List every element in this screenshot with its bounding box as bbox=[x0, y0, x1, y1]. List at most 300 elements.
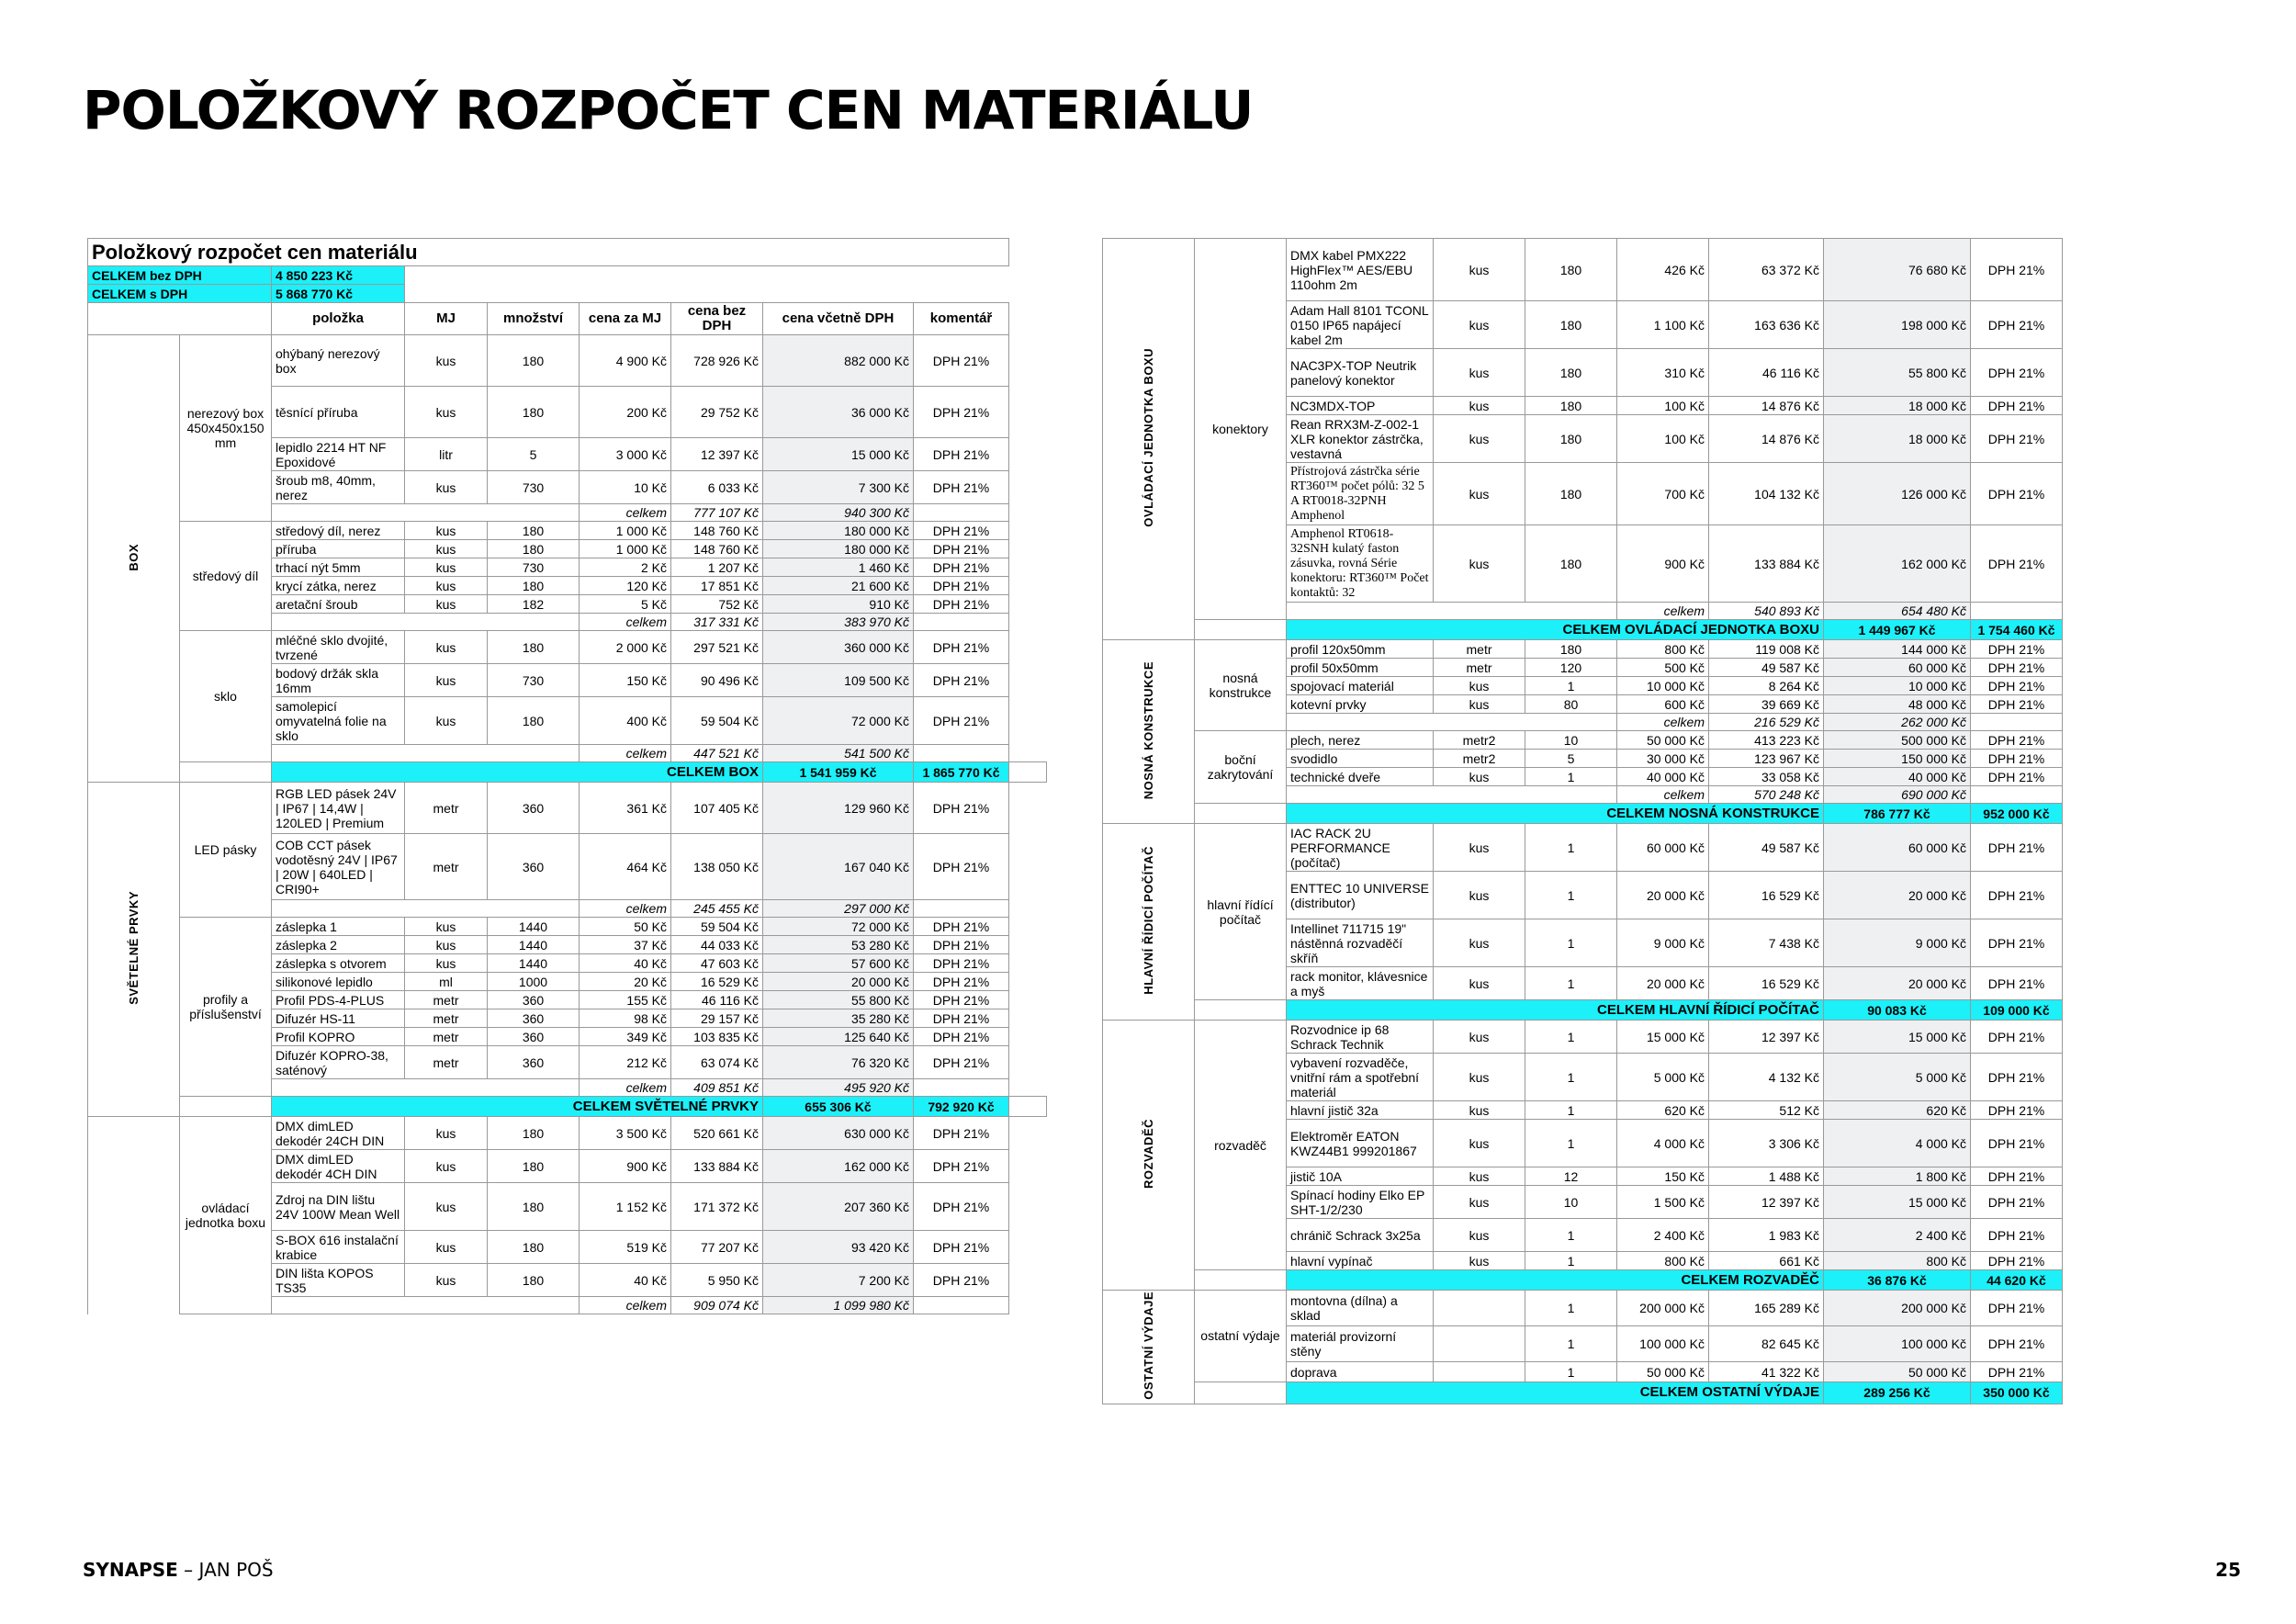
price-inc-vat: 198 000 Kč bbox=[1824, 301, 1971, 349]
price-ex-vat: 39 669 Kč bbox=[1709, 695, 1824, 714]
quantity: 360 bbox=[488, 783, 580, 834]
subtotal-label: celkem bbox=[1617, 786, 1709, 804]
comment: DPH 21% bbox=[914, 918, 1009, 936]
group-label: konektory bbox=[1195, 239, 1287, 620]
price-ex-vat: 16 529 Kč bbox=[1709, 872, 1824, 919]
quantity: 360 bbox=[488, 1028, 580, 1046]
comment: DPH 21% bbox=[914, 335, 1009, 387]
item-name: příruba bbox=[272, 540, 405, 558]
price-ex-vat: 5 950 Kč bbox=[671, 1264, 763, 1297]
unit: kus bbox=[405, 631, 488, 664]
price-inc-vat: 910 Kč bbox=[763, 595, 914, 614]
footer-author: JAN POŠ bbox=[198, 1559, 274, 1581]
unit-price: 100 Kč bbox=[1617, 415, 1709, 463]
quantity: 180 bbox=[488, 1183, 580, 1231]
price-inc-vat: 800 Kč bbox=[1824, 1252, 1971, 1270]
unit-price: 1 500 Kč bbox=[1617, 1186, 1709, 1219]
price-inc-vat: 76 320 Kč bbox=[763, 1046, 914, 1079]
section-label: OSTATNÍ VÝDAJE bbox=[1141, 1291, 1155, 1400]
section-total-label: CELKEM OVLÁDACÍ JEDNOTKA BOXU bbox=[1287, 620, 1824, 640]
price-ex-vat: 7 438 Kč bbox=[1709, 919, 1824, 967]
price-inc-vat: 40 000 Kč bbox=[1824, 768, 1971, 786]
subtotal-comment bbox=[914, 745, 1009, 762]
item-name: Profil PDS-4-PLUS bbox=[272, 991, 405, 1009]
item-name: ENTTEC 10 UNIVERSE (distributor) bbox=[1287, 872, 1434, 919]
table-row bbox=[88, 783, 1047, 834]
unit-price: 50 000 Kč bbox=[1617, 1362, 1709, 1382]
quantity: 360 bbox=[488, 1046, 580, 1079]
price-inc-vat: 20 000 Kč bbox=[1824, 872, 1971, 919]
quantity: 730 bbox=[488, 664, 580, 697]
unit: kus bbox=[405, 954, 488, 973]
subtotal-ex-vat: 570 248 Kč bbox=[1709, 786, 1824, 804]
table-row bbox=[1103, 1021, 2063, 1054]
item-name: ohýbaný nerezový box bbox=[272, 335, 405, 387]
price-inc-vat: 15 000 Kč bbox=[763, 438, 914, 471]
section-total-ex-vat: 1 541 959 Kč bbox=[763, 762, 914, 783]
price-inc-vat: 126 000 Kč bbox=[1824, 463, 1971, 525]
item-name: doprava bbox=[1287, 1362, 1434, 1382]
comment: DPH 21% bbox=[1971, 677, 2063, 695]
price-inc-vat: 36 000 Kč bbox=[763, 387, 914, 438]
price-ex-vat: 148 760 Kč bbox=[671, 522, 763, 540]
subtotal-spacer bbox=[1287, 714, 1617, 731]
subtotal-label: celkem bbox=[580, 504, 671, 522]
price-inc-vat: 129 960 Kč bbox=[763, 783, 914, 834]
price-inc-vat: 882 000 Kč bbox=[763, 335, 914, 387]
quantity: 1 bbox=[1525, 967, 1617, 1000]
price-inc-vat: 620 Kč bbox=[1824, 1101, 1971, 1120]
unit: kus bbox=[405, 577, 488, 595]
price-ex-vat: 14 876 Kč bbox=[1709, 415, 1824, 463]
item-name: DMX kabel PMX222 HighFlex™ AES/EBU 110ohm 2m bbox=[1287, 239, 1434, 301]
subtotal-comment bbox=[1971, 714, 2063, 731]
price-inc-vat: 55 800 Kč bbox=[1824, 349, 1971, 397]
unit-price: 10 Kč bbox=[580, 471, 671, 504]
group-label: ostatní výdaje bbox=[1195, 1291, 1287, 1382]
price-ex-vat: 512 Kč bbox=[1709, 1101, 1824, 1120]
total-indent bbox=[180, 1097, 272, 1117]
group-label: boční zakrytování bbox=[1195, 731, 1287, 804]
item-name: těsnící příruba bbox=[272, 387, 405, 438]
quantity: 120 bbox=[1525, 659, 1617, 677]
quantity: 730 bbox=[488, 558, 580, 577]
comment: DPH 21% bbox=[1971, 1362, 2063, 1382]
price-inc-vat: 180 000 Kč bbox=[763, 540, 914, 558]
comment: DPH 21% bbox=[1971, 659, 2063, 677]
unit: kus bbox=[405, 558, 488, 577]
price-ex-vat: 63 372 Kč bbox=[1709, 239, 1824, 301]
subtotal-ex-vat: 447 521 Kč bbox=[671, 745, 763, 762]
unit: kus bbox=[405, 1150, 488, 1183]
subtotal-comment bbox=[914, 504, 1009, 522]
unit-price: 30 000 Kč bbox=[1617, 750, 1709, 768]
item-name: plech, nerez bbox=[1287, 731, 1434, 750]
section-total-inc-vat: 952 000 Kč bbox=[1971, 804, 2063, 824]
item-name: Zdroj na DIN lištu 24V 100W Mean Well bbox=[272, 1183, 405, 1231]
unit: kus bbox=[1434, 1021, 1525, 1054]
subtotal-comment bbox=[1971, 786, 2063, 804]
comment: DPH 21% bbox=[914, 1046, 1009, 1079]
unit-price: 800 Kč bbox=[1617, 1252, 1709, 1270]
unit-price: 700 Kč bbox=[1617, 463, 1709, 525]
table-row bbox=[88, 303, 1047, 335]
item-name: DIN lišta KOPOS TS35 bbox=[272, 1264, 405, 1297]
item-name: materiál provizorní stěny bbox=[1287, 1326, 1434, 1362]
comment: DPH 21% bbox=[914, 471, 1009, 504]
item-name: IAC RACK 2U PERFORMANCE (počítač) bbox=[1287, 824, 1434, 872]
price-ex-vat: 133 884 Kč bbox=[1709, 525, 1824, 603]
price-inc-vat: 15 000 Kč bbox=[1824, 1021, 1971, 1054]
comment: DPH 21% bbox=[1971, 768, 2063, 786]
unit-price: 400 Kč bbox=[580, 697, 671, 745]
grand-total-ex-vat-label: CELKEM bez DPH bbox=[88, 266, 272, 285]
comment: DPH 21% bbox=[1971, 824, 2063, 872]
section-total-label: CELKEM ROZVADĚČ bbox=[1287, 1270, 1824, 1291]
unit-price: 464 Kč bbox=[580, 834, 671, 900]
section-total-label: CELKEM SVĚTELNÉ PRVKY bbox=[272, 1097, 763, 1117]
comment: DPH 21% bbox=[914, 522, 1009, 540]
column-header-qty: množství bbox=[488, 303, 580, 335]
price-ex-vat: 59 504 Kč bbox=[671, 697, 763, 745]
unit-price: 1 100 Kč bbox=[1617, 301, 1709, 349]
column-header-price_inc: cena včetně DPH bbox=[763, 303, 914, 335]
unit: kus bbox=[405, 918, 488, 936]
section-label: SVĚTELNÉ PRVKY bbox=[126, 891, 141, 1005]
quantity: 180 bbox=[488, 335, 580, 387]
item-name: NAC3PX-TOP Neutrik panelový konektor bbox=[1287, 349, 1434, 397]
column-header-comment: komentář bbox=[914, 303, 1009, 335]
price-ex-vat: 752 Kč bbox=[671, 595, 763, 614]
price-inc-vat: 2 400 Kč bbox=[1824, 1219, 1971, 1252]
price-inc-vat: 7 300 Kč bbox=[763, 471, 914, 504]
quantity: 180 bbox=[1525, 349, 1617, 397]
price-ex-vat: 63 074 Kč bbox=[671, 1046, 763, 1079]
item-name: Intellinet 711715 19" nástěnná rozvaděčí skříň bbox=[1287, 919, 1434, 967]
subtotal-spacer bbox=[272, 1297, 580, 1314]
item-name: Difuzér KOPRO-38, saténový bbox=[272, 1046, 405, 1079]
comment: DPH 21% bbox=[1971, 640, 2063, 659]
section-continued bbox=[88, 1117, 180, 1314]
comment: DPH 21% bbox=[914, 1117, 1009, 1150]
subtotal-ex-vat: 540 893 Kč bbox=[1709, 603, 1824, 620]
group-label: nerezový box 450x450x150 mm bbox=[180, 335, 272, 522]
item-name: záslepka 1 bbox=[272, 918, 405, 936]
section-total-label: CELKEM OSTATNÍ VÝDAJE bbox=[1287, 1382, 1824, 1404]
price-inc-vat: 9 000 Kč bbox=[1824, 919, 1971, 967]
table-row bbox=[1103, 1382, 2063, 1404]
group-label: rozvaděč bbox=[1195, 1021, 1287, 1270]
quantity: 5 bbox=[1525, 750, 1617, 768]
item-name: kotevní prvky bbox=[1287, 695, 1434, 714]
unit-price: 100 000 Kč bbox=[1617, 1326, 1709, 1362]
subtotal-comment bbox=[914, 1079, 1009, 1097]
table-row bbox=[1103, 239, 2063, 301]
table-row bbox=[88, 522, 1047, 540]
subtotal-label: celkem bbox=[580, 1079, 671, 1097]
subtotal-comment bbox=[914, 900, 1009, 918]
price-inc-vat: 360 000 Kč bbox=[763, 631, 914, 664]
comment: DPH 21% bbox=[914, 595, 1009, 614]
quantity: 1 bbox=[1525, 919, 1617, 967]
comment: DPH 21% bbox=[1971, 301, 2063, 349]
section-total-label: CELKEM NOSNÁ KONSTRUKCE bbox=[1287, 804, 1824, 824]
comment: DPH 21% bbox=[914, 558, 1009, 577]
section-other bbox=[1103, 1291, 1195, 1404]
price-inc-vat: 200 000 Kč bbox=[1824, 1291, 1971, 1326]
unit: kus bbox=[1434, 239, 1525, 301]
quantity: 180 bbox=[488, 1264, 580, 1297]
group-label: středový díl bbox=[180, 522, 272, 631]
quantity: 1 bbox=[1525, 1120, 1617, 1167]
unit bbox=[1434, 1326, 1525, 1362]
unit-price: 2 Kč bbox=[580, 558, 671, 577]
quantity: 180 bbox=[1525, 301, 1617, 349]
subtotal-spacer bbox=[272, 1079, 580, 1097]
price-ex-vat: 41 322 Kč bbox=[1709, 1362, 1824, 1382]
item-name: chránič Schrack 3x25a bbox=[1287, 1219, 1434, 1252]
price-ex-vat: 520 661 Kč bbox=[671, 1117, 763, 1150]
subtotal-label: celkem bbox=[1617, 603, 1709, 620]
unit: kus bbox=[1434, 1101, 1525, 1120]
unit-price: 600 Kč bbox=[1617, 695, 1709, 714]
unit-price: 310 Kč bbox=[1617, 349, 1709, 397]
subtotal-inc-vat: 654 480 Kč bbox=[1824, 603, 1971, 620]
item-name: krycí zátka, nerez bbox=[272, 577, 405, 595]
page-title: POLOŽKOVÝ ROZPOČET CEN MATERIÁLU bbox=[83, 79, 1254, 141]
unit-price: 200 Kč bbox=[580, 387, 671, 438]
subtotal-spacer bbox=[272, 745, 580, 762]
quantity: 1 bbox=[1525, 768, 1617, 786]
price-inc-vat: 109 500 Kč bbox=[763, 664, 914, 697]
section-structure bbox=[1103, 640, 1195, 824]
unit: metr2 bbox=[1434, 731, 1525, 750]
section-total-ex-vat: 90 083 Kč bbox=[1824, 1000, 1971, 1021]
comment: DPH 21% bbox=[1971, 1252, 2063, 1270]
comment: DPH 21% bbox=[914, 1231, 1009, 1264]
unit-price: 100 Kč bbox=[1617, 397, 1709, 415]
quantity: 1440 bbox=[488, 954, 580, 973]
total-indent bbox=[1195, 1270, 1287, 1291]
section-total-ex-vat: 655 306 Kč bbox=[763, 1097, 914, 1117]
comment: DPH 21% bbox=[1971, 1219, 2063, 1252]
unit: kus bbox=[1434, 768, 1525, 786]
table-row bbox=[88, 335, 1047, 387]
comment: DPH 21% bbox=[1971, 1021, 2063, 1054]
section-computer bbox=[1103, 824, 1195, 1021]
price-inc-vat: 630 000 Kč bbox=[763, 1117, 914, 1150]
subtotal-comment bbox=[914, 614, 1009, 631]
price-inc-vat: 125 640 Kč bbox=[763, 1028, 914, 1046]
price-ex-vat: 103 835 Kč bbox=[671, 1028, 763, 1046]
price-ex-vat: 47 603 Kč bbox=[671, 954, 763, 973]
unit: kus bbox=[405, 595, 488, 614]
unit: kus bbox=[1434, 1186, 1525, 1219]
group-label: ovládací jednotka boxu bbox=[180, 1117, 272, 1314]
spacer bbox=[405, 285, 1009, 303]
unit-price: 150 Kč bbox=[1617, 1167, 1709, 1186]
quantity: 360 bbox=[488, 1009, 580, 1028]
price-inc-vat: 162 000 Kč bbox=[1824, 525, 1971, 603]
price-ex-vat: 17 851 Kč bbox=[671, 577, 763, 595]
price-inc-vat: 20 000 Kč bbox=[1824, 967, 1971, 1000]
table-row bbox=[88, 918, 1047, 936]
table-row bbox=[88, 1117, 1047, 1150]
quantity: 1440 bbox=[488, 936, 580, 954]
price-inc-vat: 144 000 Kč bbox=[1824, 640, 1971, 659]
unit: kus bbox=[1434, 677, 1525, 695]
comment: DPH 21% bbox=[1971, 1186, 2063, 1219]
total-indent bbox=[1195, 1382, 1287, 1404]
unit-price: 4 900 Kč bbox=[580, 335, 671, 387]
price-inc-vat: 162 000 Kč bbox=[763, 1150, 914, 1183]
footer-brand: SYNAPSE bbox=[83, 1559, 178, 1581]
unit: metr bbox=[405, 1046, 488, 1079]
price-ex-vat: 16 529 Kč bbox=[671, 973, 763, 991]
unit-price: 37 Kč bbox=[580, 936, 671, 954]
table-row bbox=[1103, 731, 2063, 750]
subtotal-inc-vat: 541 500 Kč bbox=[763, 745, 914, 762]
unit: kus bbox=[1434, 824, 1525, 872]
item-name: montovna (dílna) a sklad bbox=[1287, 1291, 1434, 1326]
section-total-ex-vat: 36 876 Kč bbox=[1824, 1270, 1971, 1291]
price-inc-vat: 150 000 Kč bbox=[1824, 750, 1971, 768]
unit-price: 20 Kč bbox=[580, 973, 671, 991]
price-inc-vat: 207 360 Kč bbox=[763, 1183, 914, 1231]
quantity: 5 bbox=[488, 438, 580, 471]
price-inc-vat: 60 000 Kč bbox=[1824, 659, 1971, 677]
quantity: 1 bbox=[1525, 1362, 1617, 1382]
column-header-unit_price: cena za MJ bbox=[580, 303, 671, 335]
unit: kus bbox=[1434, 1167, 1525, 1186]
unit-price: 155 Kč bbox=[580, 991, 671, 1009]
price-inc-vat: 1 460 Kč bbox=[763, 558, 914, 577]
unit-price: 50 000 Kč bbox=[1617, 731, 1709, 750]
unit: metr bbox=[405, 834, 488, 900]
group-label: profily a příslušenství bbox=[180, 918, 272, 1097]
item-name: šroub m8, 40mm, nerez bbox=[272, 471, 405, 504]
subtotal-inc-vat: 690 000 Kč bbox=[1824, 786, 1971, 804]
quantity: 730 bbox=[488, 471, 580, 504]
item-name: hlavní vypínač bbox=[1287, 1252, 1434, 1270]
price-ex-vat: 8 264 Kč bbox=[1709, 677, 1824, 695]
comment: DPH 21% bbox=[1971, 919, 2063, 967]
unit-price: 40 Kč bbox=[580, 954, 671, 973]
quantity: 1 bbox=[1525, 1054, 1617, 1101]
unit-price: 2 400 Kč bbox=[1617, 1219, 1709, 1252]
group-label: hlavní řídící počítač bbox=[1195, 824, 1287, 1000]
price-ex-vat: 14 876 Kč bbox=[1709, 397, 1824, 415]
subtotal-ex-vat: 409 851 Kč bbox=[671, 1079, 763, 1097]
price-ex-vat: 297 521 Kč bbox=[671, 631, 763, 664]
item-name: středový díl, nerez bbox=[272, 522, 405, 540]
quantity: 180 bbox=[488, 522, 580, 540]
comment: DPH 21% bbox=[1971, 415, 2063, 463]
unit: kus bbox=[1434, 349, 1525, 397]
subtotal-ex-vat: 216 529 Kč bbox=[1709, 714, 1824, 731]
item-name: vybavení rozvaděče, vnitřní rám a spotřební materiál bbox=[1287, 1054, 1434, 1101]
price-inc-vat: 76 680 Kč bbox=[1824, 239, 1971, 301]
comment: DPH 21% bbox=[914, 973, 1009, 991]
unit: kus bbox=[1434, 1219, 1525, 1252]
item-name: spojovací materiál bbox=[1287, 677, 1434, 695]
price-ex-vat: 46 116 Kč bbox=[671, 991, 763, 1009]
item-name: Profil KOPRO bbox=[272, 1028, 405, 1046]
price-ex-vat: 148 760 Kč bbox=[671, 540, 763, 558]
page-number: 25 bbox=[2215, 1559, 2241, 1581]
price-inc-vat: 20 000 Kč bbox=[763, 973, 914, 991]
unit-price: 98 Kč bbox=[580, 1009, 671, 1028]
quantity: 180 bbox=[1525, 640, 1617, 659]
section-label: BOX bbox=[126, 543, 141, 571]
price-ex-vat: 1 207 Kč bbox=[671, 558, 763, 577]
item-name: S-BOX 616 instalační krabice bbox=[272, 1231, 405, 1264]
total-indent bbox=[180, 762, 272, 783]
item-name: samolepicí omyvatelná folie na sklo bbox=[272, 697, 405, 745]
price-inc-vat: 53 280 Kč bbox=[763, 936, 914, 954]
unit: kus bbox=[1434, 872, 1525, 919]
subtotal-inc-vat: 262 000 Kč bbox=[1824, 714, 1971, 731]
table-row bbox=[88, 1097, 1047, 1117]
price-inc-vat: 21 600 Kč bbox=[763, 577, 914, 595]
price-inc-vat: 48 000 Kč bbox=[1824, 695, 1971, 714]
comment: DPH 21% bbox=[1971, 1120, 2063, 1167]
footer-separator: – bbox=[177, 1559, 199, 1581]
quantity: 180 bbox=[488, 631, 580, 664]
grand-total-ex-vat: 4 850 223 Kč bbox=[272, 266, 405, 285]
unit-price: 20 000 Kč bbox=[1617, 872, 1709, 919]
section-switchboard bbox=[1103, 1021, 1195, 1291]
price-ex-vat: 107 405 Kč bbox=[671, 783, 763, 834]
section-total-inc-vat: 1 865 770 Kč bbox=[914, 762, 1009, 783]
subtotal-ex-vat: 777 107 Kč bbox=[671, 504, 763, 522]
unit: metr bbox=[405, 1028, 488, 1046]
quantity: 12 bbox=[1525, 1167, 1617, 1186]
price-inc-vat: 50 000 Kč bbox=[1824, 1362, 1971, 1382]
unit: kus bbox=[405, 1264, 488, 1297]
section-total-inc-vat: 44 620 Kč bbox=[1971, 1270, 2063, 1291]
spacer bbox=[405, 266, 1009, 285]
price-ex-vat: 16 529 Kč bbox=[1709, 967, 1824, 1000]
item-name: záslepka s otvorem bbox=[272, 954, 405, 973]
comment: DPH 21% bbox=[914, 387, 1009, 438]
group-label: LED pásky bbox=[180, 783, 272, 918]
item-name: COB CCT pásek vodotěsný 24V | IP67 | 20W | 640LED | CRI90+ bbox=[272, 834, 405, 900]
item-name: Adam Hall 8101 TCONL 0150 IP65 napájecí kabel 2m bbox=[1287, 301, 1434, 349]
quantity: 1440 bbox=[488, 918, 580, 936]
unit-price: 60 000 Kč bbox=[1617, 824, 1709, 872]
unit-price: 2 000 Kč bbox=[580, 631, 671, 664]
price-inc-vat: 72 000 Kč bbox=[763, 697, 914, 745]
section-total-ex-vat: 786 777 Kč bbox=[1824, 804, 1971, 824]
unit: metr bbox=[1434, 659, 1525, 677]
unit-price: 1 152 Kč bbox=[580, 1183, 671, 1231]
unit-price: 3 000 Kč bbox=[580, 438, 671, 471]
comment: DPH 21% bbox=[1971, 1326, 2063, 1362]
table-row bbox=[1103, 1291, 2063, 1326]
unit bbox=[1434, 1362, 1525, 1382]
quantity: 360 bbox=[488, 834, 580, 900]
section-total-label: CELKEM BOX bbox=[272, 762, 763, 783]
price-ex-vat: 3 306 Kč bbox=[1709, 1120, 1824, 1167]
comment: DPH 21% bbox=[914, 936, 1009, 954]
unit-price: 3 500 Kč bbox=[580, 1117, 671, 1150]
unit: kus bbox=[1434, 397, 1525, 415]
quantity: 1 bbox=[1525, 1291, 1617, 1326]
price-inc-vat: 10 000 Kč bbox=[1824, 677, 1971, 695]
subtotal-spacer bbox=[1287, 786, 1617, 804]
table-row bbox=[88, 631, 1047, 664]
